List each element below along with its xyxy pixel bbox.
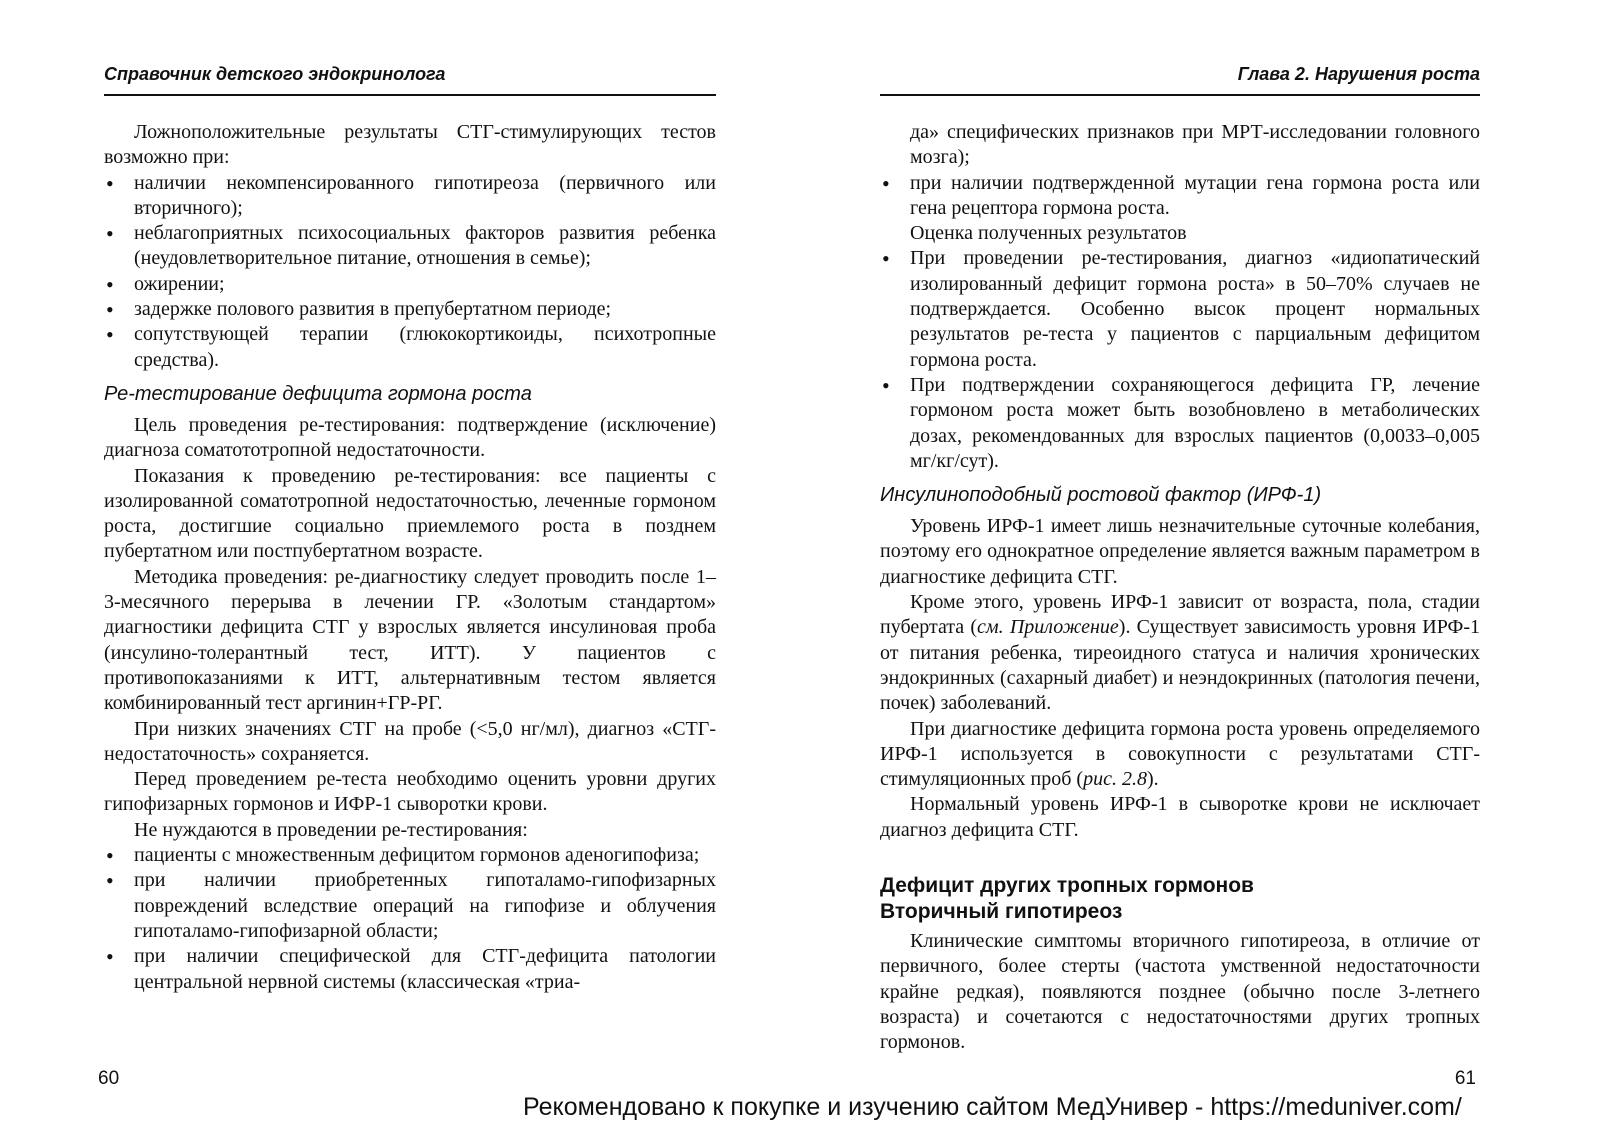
list-item: • сопутствующей терапии (глюкокортикоиды, психотропные средства). bbox=[104, 322, 716, 373]
retest-subheading: Ре-тестирование дефицита гормона роста bbox=[104, 382, 532, 405]
paragraph bbox=[880, 717, 1480, 793]
intro-paragraph: Ложноположительные результаты СТГ-стимулирующих тестов возможно при: bbox=[104, 121, 716, 169]
text-run: При диагностике дефицита гормона роста уровень определяемого ИРФ-1 используется в совокупности с результатами СТГ-стимуляционных проб ( bbox=[880, 717, 1480, 791]
mutation-list bbox=[880, 171, 1480, 222]
right-page-body bbox=[880, 120, 1480, 1056]
paragraph: Нормальный уровень ИРФ-1 в сыворотке крови не исключает диагноз дефицита СТГ. bbox=[880, 793, 1480, 841]
list-item: • задержке полового развития в препубертатном периоде; bbox=[104, 297, 716, 322]
figure-reference: рис. 2.8 bbox=[1083, 768, 1147, 791]
text-run: ). bbox=[1146, 768, 1159, 791]
list-item: • при наличии подтвержденной мутации гена гормона роста или гена рецептора гормона роста. bbox=[880, 171, 1480, 222]
paragraph: Цель проведения ре-тестирования: подтверждение (исключение) диагноза соматототропной недостаточности. bbox=[104, 413, 716, 462]
watermark-footer: Рекомендовано к покупке и изучению сайтом МедУнивер - https://meduniver.com/ bbox=[523, 1093, 1462, 1121]
list-item: • неблагоприятных психосоциальных факторов развития ребенка (неудовлетворительное питание, отношения в семье); bbox=[104, 221, 716, 272]
paragraph: Методика проведения: ре-диагностику следует проводить после 1–3-месячного перерыва в лечении ГР. «Золотым стандартом» диагностики дефицита СТГ у взрослых является инсулиновая проба (инсулино-толерантный тест, ИТТ). У пациентов с противопоказаниями к ИТТ, альтернативным тестом является комбинированный тест аргинин+ГР-РГ. bbox=[104, 565, 716, 715]
section-subheading: Вторичный гипотиреоз bbox=[880, 900, 1123, 924]
running-header-left: Справочник детского эндокринолога bbox=[104, 64, 716, 96]
list-item: • при наличии приобретенных гипоталамо-гипофизарных повреждений вследствие операций на гипофизе и облучения гипоталамо-гипофизарной области; bbox=[104, 868, 716, 944]
paragraph: При низких значениях СТГ на пробе (<5,0 нг/мл), диагноз «СТГ-недостаточность» сохраняется. bbox=[104, 717, 716, 765]
list-item: • наличии некомпенсированного гипотиреоза (первичного или вторичного); bbox=[104, 171, 716, 222]
right-page bbox=[880, 0, 1480, 1100]
text-run: Кроме этого, уровень ИРФ-1 зависит от возраста, пола, стадии пубертата ( bbox=[880, 591, 1480, 639]
list-item: • при наличии специфической для СТГ-дефицита патологии центральной нервной системы (классическая «триа- bbox=[104, 944, 716, 995]
paragraph: Клинические симптомы вторичного гипотиреоза, в отличие от первичного, более стерты (частота умственной недостаточности крайне редкая), появляются позднее (обычно после 3-летнего возраста) и сочетаются с недостаточностями других тропных гормонов. bbox=[880, 930, 1480, 1054]
left-page-body bbox=[104, 120, 716, 995]
evaluation-title: Оценка полученных результатов bbox=[910, 222, 1187, 245]
list-item: • При подтверждении сохраняющегося дефицита ГР, лечение гормоном роста может быть возобновлено в метаболических дозах, рекомендованных для взрослых пациентов (0,0033–0,005 мг/кг/сут). bbox=[880, 373, 1480, 474]
section-heading: Дефицит других тропных гормонов bbox=[880, 874, 1254, 898]
page-number-left: 60 bbox=[98, 1068, 120, 1089]
evaluation-list bbox=[880, 246, 1480, 474]
page-number-right: 61 bbox=[1454, 1068, 1476, 1089]
paragraph: Не нуждаются в проведении ре-тестирования: bbox=[134, 818, 528, 841]
continuation-text: да» специфических признаков при МРТ-исследовании головного мозга); bbox=[910, 121, 1480, 169]
left-page bbox=[98, 0, 716, 1100]
list-item: • При проведении ре-тестирования, диагноз «идиопатический изолированный дефицит гормона роста» в 50–70% случаев не подтверждается. Особенно высок процент нормальных результатов ре-теста у пациентов с парциальным дефицитом гормона роста. bbox=[880, 246, 1480, 372]
running-header-right: Глава 2. Нарушения роста bbox=[880, 64, 1480, 96]
paragraph: Перед проведением ре-теста необходимо оценить уровни других гипофизарных гормонов и ИФР-1 сыворотки крови. bbox=[104, 768, 716, 816]
paragraph: Уровень ИРФ-1 имеет лишь незначительные суточные колебания, поэтому его однократное определение является важным параметром в диагностике дефицита СТГ. bbox=[880, 515, 1480, 588]
appendix-reference: см. Приложение bbox=[977, 616, 1119, 639]
paragraph: Показания к проведению ре-тестирования: все пациенты с изолированной соматотропной недостаточностью, леченные гормоном роста, достигшие социально приемлемого роста в позднем пубертатном или постпубертатном возрасте. bbox=[104, 464, 716, 563]
no-retest-list bbox=[104, 843, 716, 995]
paragraph bbox=[880, 590, 1480, 716]
text-run: ). Существует зависимость уровня ИРФ-1 от питания ребенка, тиреоидного статуса и наличия хронических эндокринных (сахарный диабет) и неэндокринных (патология печени, почек) заболеваний. bbox=[880, 616, 1480, 715]
list-item: • пациенты с множественным дефицитом гормонов аденогипофиза; bbox=[104, 843, 716, 868]
list-item: • ожирении; bbox=[104, 272, 716, 297]
false-positive-list bbox=[104, 171, 716, 373]
igf-subheading: Инсулиноподобный ростовой фактор (ИРФ-1) bbox=[880, 484, 1322, 507]
